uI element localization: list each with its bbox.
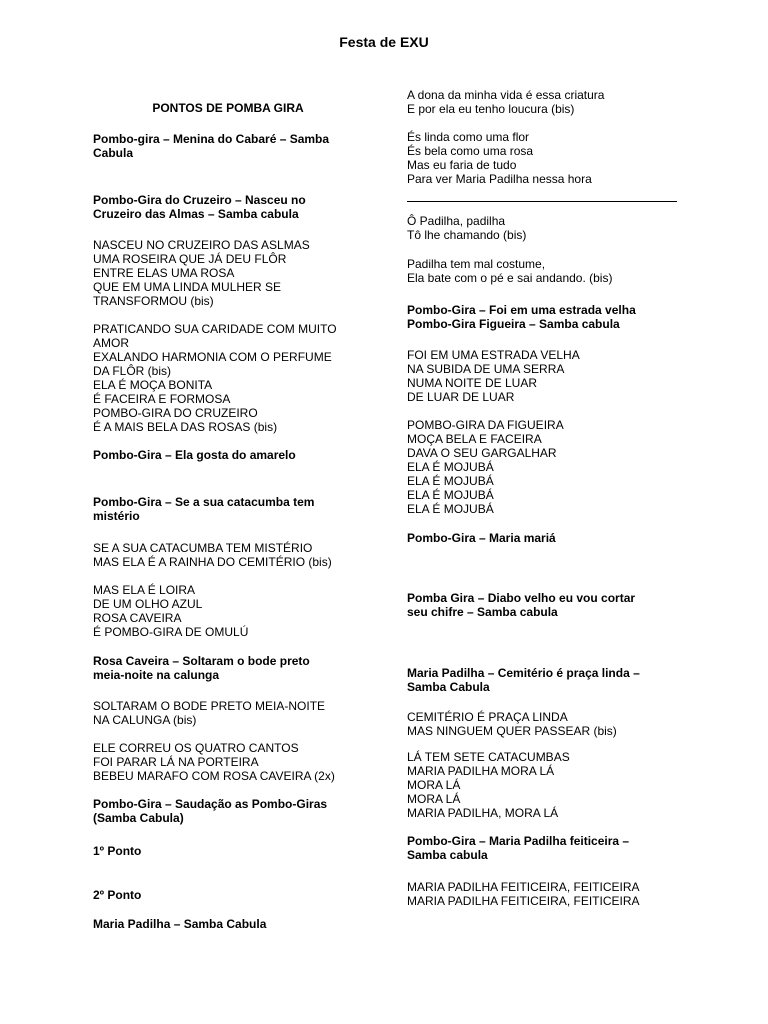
text-line: Ela bate com o pé e sai andando. (bis): [407, 271, 613, 285]
verse-block: [407, 880, 677, 908]
text-line: mistério: [93, 509, 140, 523]
text-line: DAVA O SEU GARGALHAR: [407, 446, 557, 460]
text-line: Para ver Maria Padilha nessa hora: [407, 172, 592, 186]
section-heading: [407, 666, 677, 694]
text-line: SE A SUA CATACUMBA TEM MISTÉRIO: [93, 541, 313, 555]
text-line: Pombo-Gira – Maria Padilha feiticeira –: [407, 834, 630, 848]
text-line: Cruzeiro das Almas – Samba cabula: [93, 207, 299, 221]
text-line: MAS ELA É LOIRA: [93, 583, 196, 597]
text-line: PONTOS DE POMBA GIRA: [152, 101, 304, 115]
text-line: ELA É MOÇA BONITA: [93, 378, 213, 392]
text-line: MAS ELA É A RAINHA DO CEMITÉRIO (bis): [93, 555, 332, 569]
text-line: Samba cabula: [407, 848, 488, 862]
text-line: FOI EM UMA ESTRADA VELHA: [407, 348, 580, 362]
text-line: DA FLÔR (bis): [93, 364, 172, 378]
section-heading: [407, 834, 677, 862]
text-line: LÁ TEM SETE CATACUMBAS: [407, 750, 570, 764]
verse-block: [93, 699, 363, 727]
verse-block: [93, 541, 363, 569]
text-line: MORA LÁ: [407, 778, 461, 792]
verse-block: [93, 238, 363, 308]
text-line: É POMBO-GIRA DE OMULÚ: [93, 625, 249, 639]
section-divider: [407, 201, 677, 202]
text-line: AMOR: [93, 336, 129, 350]
section-heading: [93, 193, 363, 221]
section-heading: [93, 917, 363, 931]
text-line: Pombo-Gira do Cruzeiro – Nasceu no: [93, 193, 306, 207]
text-line: Padilha tem mal costume,: [407, 257, 546, 271]
text-line: És linda como uma flor: [407, 130, 530, 144]
text-line: DE LUAR DE LUAR: [407, 390, 515, 404]
text-line: Pombo-Gira – Foi em uma estrada velha: [407, 303, 636, 317]
verse-block: [407, 88, 677, 116]
text-line: Tô lhe chamando (bis): [407, 228, 527, 242]
section-heading: [407, 303, 677, 331]
text-line: Pombo-Gira – Saudação as Pombo-Giras: [93, 797, 328, 811]
text-line: Pombo-gira – Menina do Cabaré – Samba: [93, 132, 330, 146]
section-heading: [93, 101, 363, 115]
text-line: MARIA PADILHA, MORA LÁ: [407, 806, 559, 820]
text-line: A dona da minha vida é essa criatura: [407, 88, 605, 102]
text-line: Ô Padilha, padilha: [407, 214, 506, 228]
text-line: ELA É MOJUBÁ: [407, 474, 494, 488]
text-line: ELA É MOJUBÁ: [407, 502, 494, 516]
text-line: POMBO-GIRA DA FIGUEIRA: [407, 418, 564, 432]
verse-block: [93, 741, 363, 783]
verse-block: [93, 322, 363, 434]
text-line: PRATICANDO SUA CARIDADE COM MUITO: [93, 322, 337, 336]
text-line: NUMA NOITE DE LUAR: [407, 376, 538, 390]
text-line: meia-noite na calunga: [93, 668, 220, 682]
text-line: ELE CORREU OS QUATRO CANTOS: [93, 741, 299, 755]
page-title: Festa de EXU: [339, 34, 429, 50]
text-line: Pomba Gira – Diabo velho eu vou cortar: [407, 591, 636, 605]
text-line: MOÇA BELA E FACEIRA: [407, 432, 542, 446]
text-line: És bela como uma rosa: [407, 144, 534, 158]
text-line: CEMITÉRIO É PRAÇA LINDA: [407, 710, 568, 724]
text-line: É FACEIRA E FORMOSA: [93, 392, 231, 406]
text-line: Maria Padilha – Cemitério é praça linda –: [407, 666, 640, 680]
verse-block: [407, 750, 677, 820]
text-line: QUE EM UMA LINDA MULHER SE: [93, 280, 282, 294]
text-line: 2º Ponto: [93, 888, 142, 902]
section-heading: [93, 797, 363, 825]
text-line: 1º Ponto: [93, 844, 142, 858]
text-line: NA CALUNGA (bis): [93, 713, 197, 727]
text-line: DE UM OLHO AZUL: [93, 597, 203, 611]
text-line: Pombo-Gira – Maria mariá: [407, 531, 556, 545]
section-heading: [93, 888, 363, 902]
text-line: EXALANDO HARMONIA COM O PERFUME: [93, 350, 332, 364]
verse-block: [407, 130, 677, 186]
text-line: MORA LÁ: [407, 792, 461, 806]
text-line: POMBO-GIRA DO CRUZEIRO: [93, 406, 258, 420]
section-heading: [93, 132, 363, 160]
text-line: MARIA PADILHA FEITICEIRA, FEITICEIRA: [407, 880, 640, 894]
section-heading: [93, 654, 363, 682]
text-line: Maria Padilha – Samba Cabula: [93, 917, 267, 931]
text-line: É A MAIS BELA DAS ROSAS (bis): [93, 420, 278, 434]
text-line: Cabula: [93, 146, 134, 160]
text-line: ENTRE ELAS UMA ROSA: [93, 266, 235, 280]
verse-block: [407, 348, 677, 404]
text-line: seu chifre – Samba cabula: [407, 605, 558, 619]
section-heading: [93, 844, 363, 858]
text-line: NASCEU NO CRUZEIRO DAS ASLMAS: [93, 238, 310, 252]
verse-block: [407, 257, 677, 285]
text-line: SOLTARAM O BODE PRETO MEIA-NOITE: [93, 699, 326, 713]
text-line: MAS NINGUEM QUER PASSEAR (bis): [407, 724, 617, 738]
text-line: TRANSFORMOU (bis): [93, 294, 214, 308]
text-line: ELA É MOJUBÁ: [407, 488, 494, 502]
section-heading: [407, 531, 677, 545]
text-line: FOI PARAR LÁ NA PORTEIRA: [93, 755, 259, 769]
text-line: Samba Cabula: [407, 680, 490, 694]
text-line: ROSA CAVEIRA: [93, 611, 182, 625]
verse-block: [93, 583, 363, 639]
section-heading: [93, 448, 363, 462]
text-line: UMA ROSEIRA QUE JÁ DEU FLÔR: [93, 252, 287, 266]
text-line: MARIA PADILHA FEITICEIRA, FEITICEIRA: [407, 894, 640, 908]
text-line: BEBEU MARAFO COM ROSA CAVEIRA (2x): [93, 769, 335, 783]
section-heading: [407, 591, 677, 619]
text-line: Pombo-Gira Figueira – Samba cabula: [407, 317, 620, 331]
verse-block: [407, 214, 677, 242]
text-line: ELA É MOJUBÁ: [407, 460, 494, 474]
text-line: MARIA PADILHA MORA LÁ: [407, 764, 555, 778]
text-line: Mas eu faria de tudo: [407, 158, 517, 172]
text-line: (Samba Cabula): [93, 811, 184, 825]
verse-block: [407, 418, 677, 516]
verse-block: [407, 710, 677, 738]
text-line: Pombo-Gira – Ela gosta do amarelo: [93, 448, 296, 462]
text-line: Rosa Caveira – Soltaram o bode preto: [93, 654, 310, 668]
text-line: NA SUBIDA DE UMA SERRA: [407, 362, 565, 376]
text-line: Pombo-Gira – Se a sua catacumba tem: [93, 495, 315, 509]
text-line: E por ela eu tenho loucura (bis): [407, 102, 575, 116]
section-heading: [93, 495, 363, 523]
